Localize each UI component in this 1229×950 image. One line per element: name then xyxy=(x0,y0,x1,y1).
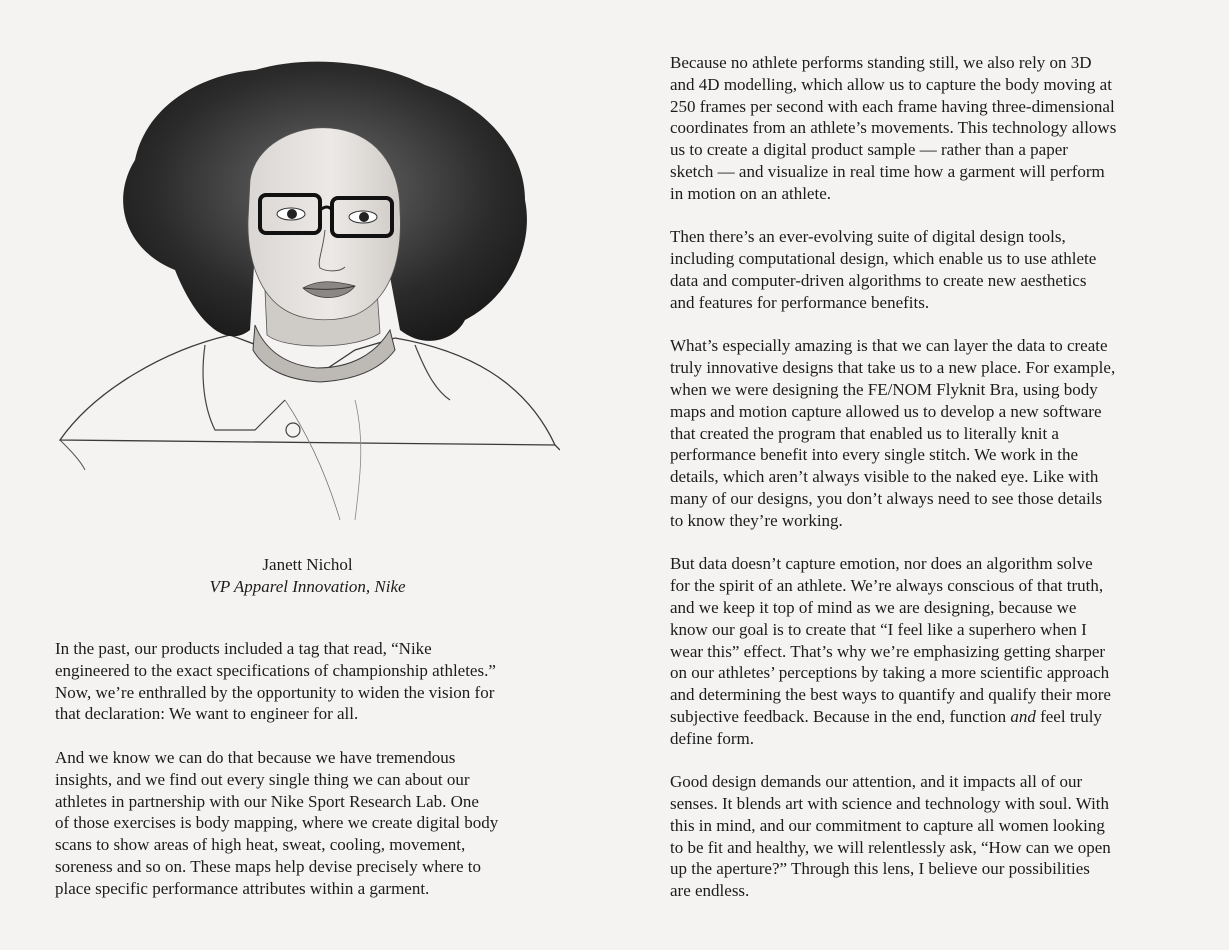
paragraph xyxy=(670,52,1185,205)
text-line: And we know we can do that because we have tremendous xyxy=(55,747,456,767)
paragraph xyxy=(670,226,1185,313)
paragraph xyxy=(55,638,565,725)
text-line: this in mind, and our commitment to capture all women looking xyxy=(670,815,1105,835)
text-line: athletes in partnership with our Nike Sport Research Lab. One xyxy=(55,791,479,811)
text-line: sketch — and visualize in real time how a garment will perform xyxy=(670,161,1105,181)
text-fragment: feel truly xyxy=(1035,706,1102,726)
text-line: define form. xyxy=(670,728,755,748)
text-line: and we keep it top of mind as we are designing, because we xyxy=(670,597,1077,617)
text-line: scans to show areas of high heat, sweat, cooling, movement, xyxy=(55,835,466,855)
text-line: In the past, our products included a tag that read, “Nike xyxy=(55,639,432,658)
right-column-text xyxy=(670,52,1185,902)
text-line: maps and motion capture allowed us to develop a new software xyxy=(670,401,1102,421)
paragraph xyxy=(670,335,1185,531)
text-line: us to create a digital product sample — rather than a paper xyxy=(670,140,1068,160)
text-line xyxy=(670,706,1185,728)
text-line: place specific performance attributes within a garment. xyxy=(55,878,430,898)
text-line: on our athletes’ perceptions by taking a more scientific approach xyxy=(670,663,1110,683)
text-line: that declaration: We want to engineer for all. xyxy=(55,704,359,724)
text-line: 250 frames per second with each frame having three-dimensional xyxy=(670,96,1115,116)
text-line: performance benefit into every single stitch. We work in the xyxy=(670,445,1079,465)
text-line: up the aperture?” Through this lens, I believe our possibilities xyxy=(670,859,1090,879)
text-line: are endless. xyxy=(670,881,750,901)
text-line: to know they’re working. xyxy=(670,510,843,530)
text-line: to be fit and healthy, we will relentlessly ask, “How can we open xyxy=(670,837,1111,857)
text-line: Good design demands our attention, and it impacts all of our xyxy=(670,772,1083,792)
text-line: Then there’s an ever-evolving suite of digital design tools, xyxy=(670,227,1066,247)
text-line: data and computer-driven algorithms to create new aesthetics xyxy=(670,270,1087,290)
text-line: truly innovative designs that take us to a new place. For example, xyxy=(670,358,1116,378)
text-line: Now, we’re enthralled by the opportunity to widen the vision for xyxy=(55,682,495,702)
text-line: of those exercises is body mapping, where we create digital body xyxy=(55,813,499,833)
paragraph xyxy=(55,747,565,900)
text-line: and features for performance benefits. xyxy=(670,292,930,312)
text-line: that created the program that enabled us to literally knit a xyxy=(670,423,1059,443)
text-line: including computational design, which enable us to use athlete xyxy=(670,249,1097,269)
text-line: Because no athlete performs standing still, we also rely on 3D xyxy=(670,53,1092,72)
person-name: Janett Nichol xyxy=(262,555,353,574)
portrait-illustration xyxy=(55,50,560,525)
portrait-caption xyxy=(55,554,560,598)
text-line: for the spirit of an athlete. We’re always conscious of that truth, xyxy=(670,576,1104,596)
text-line: soreness and so on. These maps help devise precisely where to xyxy=(55,856,481,876)
paragraph xyxy=(670,553,1185,749)
left-column-text xyxy=(55,638,565,900)
text-line: But data doesn’t capture emotion, nor does an algorithm solve xyxy=(670,554,1093,574)
text-line: wear this” effect. That’s why we’re emphasizing getting sharper xyxy=(670,641,1106,661)
text-line: in motion on an athlete. xyxy=(670,183,831,203)
person-role: VP Apparel Innovation, Nike xyxy=(209,577,406,596)
text-line: many of our designs, you don’t always need to see those details xyxy=(670,488,1103,508)
text-line: details, which aren’t always visible to the naked eye. Like with xyxy=(670,467,1099,487)
paragraph xyxy=(670,771,1185,902)
text-fragment: subjective feedback. Because in the end, function xyxy=(670,706,1011,726)
text-line: What’s especially amazing is that we can layer the data to create xyxy=(670,336,1108,356)
text-line: insights, and we find out every single thing we can about our xyxy=(55,769,470,789)
text-line: and determining the best ways to quantify and qualify their more xyxy=(670,685,1111,705)
text-line: and 4D modelling, which allow us to capture the body moving at xyxy=(670,74,1112,94)
emphasis-word: and xyxy=(1010,706,1036,726)
text-line: senses. It blends art with science and technology with soul. With xyxy=(670,794,1110,814)
text-line: engineered to the exact specifications of championship athletes.” xyxy=(55,660,496,680)
text-line: when we were designing the FE/NOM Flyknit Bra, using body xyxy=(670,379,1098,399)
text-line: coordinates from an athlete’s movements. This technology allows xyxy=(670,118,1117,138)
text-line: know our goal is to create that “I feel like a superhero when I xyxy=(670,619,1087,639)
